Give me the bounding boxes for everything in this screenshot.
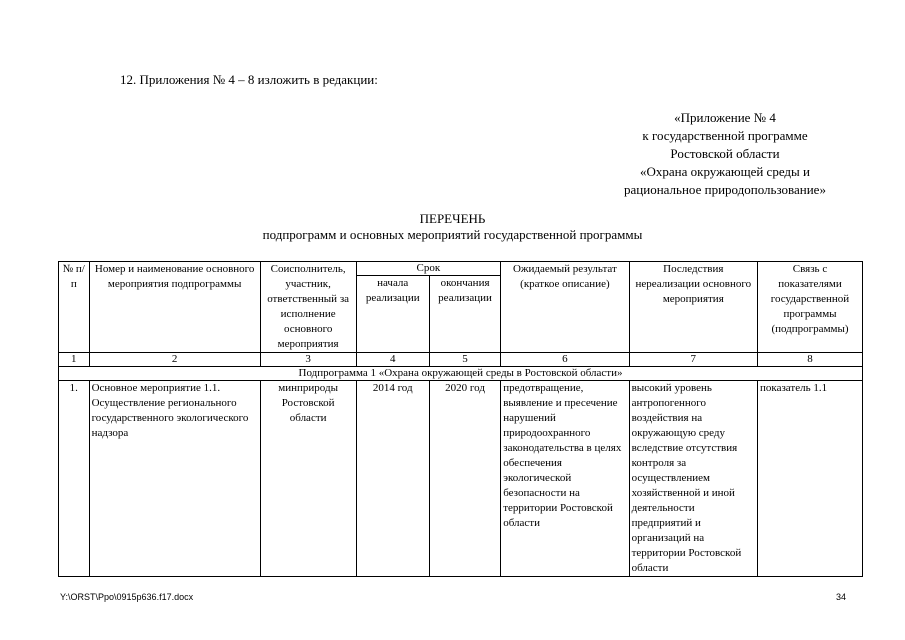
appendix-line: Ростовской области <box>670 146 780 161</box>
row-num: 1. <box>59 381 90 577</box>
row-result: предотвращение, выявление и пресечение нарушений природоохранного законодательства в целях обеспечения экологической безопасности на территории Ростовской области <box>501 381 629 577</box>
appendix-line: рациональное природопользование» <box>624 182 826 197</box>
row-link: показатель 1.1 <box>758 381 863 577</box>
row-end: 2020 год <box>429 381 500 577</box>
column-number: 3 <box>260 353 356 367</box>
title-heading: ПЕРЕЧЕНЬ <box>419 211 486 226</box>
column-number: 2 <box>89 353 260 367</box>
row-consequences: высокий уровень антропогенного воздействия на окружающую среду вследствие отсутствия контроля за осуществлением хозяйственной и иной деятельности предприятий и организаций на территории Ростовской области <box>629 381 757 577</box>
header-executor: Соисполнитель, участник, ответственный за исполнение основного мероприятия <box>260 262 356 353</box>
document-title <box>0 211 905 243</box>
appendix-line: к государственной программе <box>642 128 808 143</box>
row-name: Основное мероприятие 1.1. Осуществление регионального государственного экологического надзора <box>89 381 260 577</box>
row-executor: минприроды Ростовской области <box>260 381 356 577</box>
subprogram-row <box>59 367 863 381</box>
intro-paragraph: 12. Приложения № 4 – 8 изложить в редакции: <box>120 72 378 87</box>
header-name: Номер и наименование основного мероприятия подпрограммы <box>89 262 260 353</box>
column-number: 7 <box>629 353 757 367</box>
column-number: 1 <box>59 353 90 367</box>
row-start: 2014 год <box>356 381 429 577</box>
header-result: Ожидаемый результат (краткое описание) <box>501 262 629 353</box>
appendix-note <box>595 109 855 199</box>
appendix-line: «Охрана окружающей среды и <box>640 164 810 179</box>
header-start: начала реализации <box>356 276 429 353</box>
subprogram-title: Подпрограмма 1 «Охрана окружающей среды в Ростовской области» <box>59 367 863 381</box>
table-row <box>59 381 863 577</box>
column-number: 6 <box>501 353 629 367</box>
column-number: 5 <box>429 353 500 367</box>
header-link: Связь с показателями государственной программы (подпрограммы) <box>758 262 863 353</box>
header-num: № п/п <box>59 262 90 353</box>
header-consequences: Последствия нереализации основного мероприятия <box>629 262 757 353</box>
column-number: 8 <box>758 353 863 367</box>
measures-table <box>58 261 863 577</box>
header-row <box>59 262 863 276</box>
column-number-row <box>59 353 863 367</box>
file-path: Y:\ORST\Ppo\0915p636.f17.docx <box>60 592 194 602</box>
page-number: 34 <box>836 592 847 602</box>
header-term: Срок <box>356 262 501 276</box>
title-subheading: подпрограмм и основных мероприятий государственной программы <box>262 227 643 242</box>
column-number: 4 <box>356 353 429 367</box>
header-end: окончания реализации <box>429 276 500 353</box>
appendix-line: «Приложение № 4 <box>674 110 776 125</box>
